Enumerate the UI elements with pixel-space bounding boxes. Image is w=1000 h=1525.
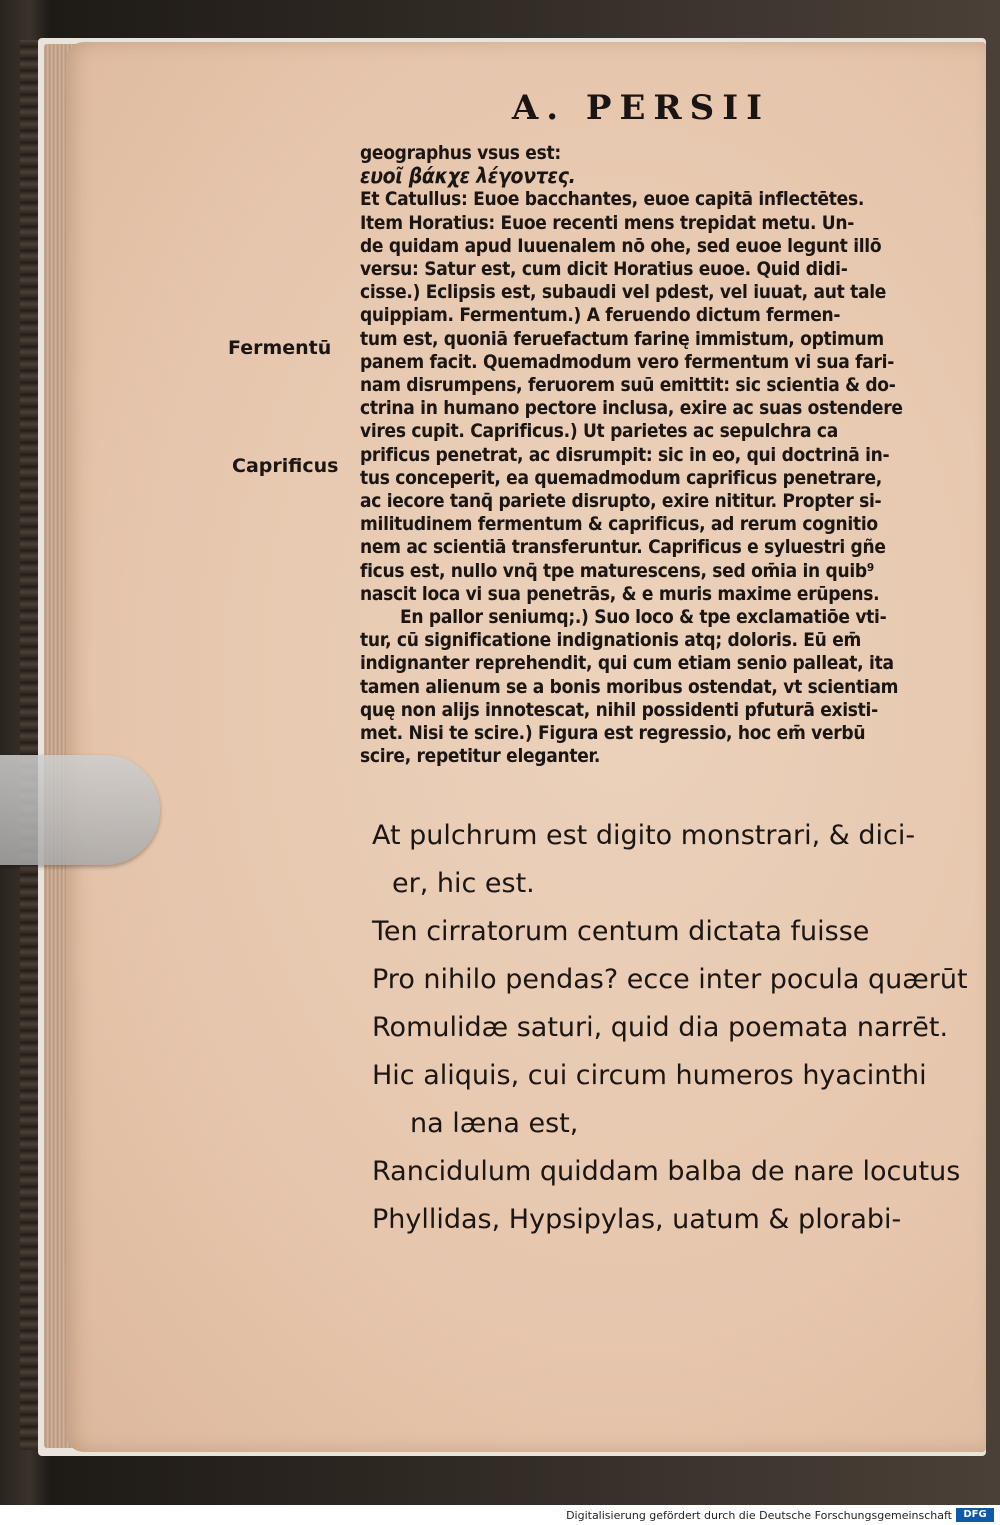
commentary-line: cisse.) Eclipsis est, subaudi vel pdest, vel iuuat, aut tale: [360, 281, 887, 304]
commentary-line: ac iecore tanq̄ pariete disrupto, exire nititur. Propter si-: [360, 490, 882, 513]
commentary-line: ctrina in humano pectore inclusa, exire ac suas ostendere: [360, 397, 903, 420]
page-holder-clip: [0, 755, 160, 865]
commentary-line: tamen alienum se a bonis moribus ostendat, vt scientiam: [360, 675, 899, 698]
commentary-line: tur, cū significatione indignationis atq; doloris. Eū em̄: [360, 629, 862, 652]
commentary-line: militudinem fermentum & caprificus, ad rerum cognitio: [360, 513, 878, 536]
verse-line-continuation: na læna est,: [410, 1108, 579, 1139]
commentary-line: de quidam apud Iuuenalem nō ohe, sed euoe legunt illō: [360, 234, 882, 257]
commentary-line: Item Horatius: Euoe recenti mens trepidat metu. Un-: [360, 211, 855, 234]
commentary-line: vires cupit. Caprificus.) Ut parietes ac sepulchra ca: [360, 420, 838, 443]
footer-bar: [0, 1505, 1000, 1525]
commentary-line: prificus penetrat, ac disrumpit: sic in eo, qui doctrinā in-: [360, 443, 890, 466]
running-title: A. PERSII: [511, 88, 770, 128]
commentary-line: En pallor seniumq;.) Suo loco & tpe exclamatiōe vti-: [400, 606, 887, 629]
commentary-line: nem ac scientiā transferuntur. Caprificus e syluestri gñe: [360, 536, 886, 559]
commentary-line: panem facit. Quemadmodum vero fermentum vi sua fari-: [360, 350, 894, 373]
commentary-line: indignanter reprehendit, qui cum etiam senio palleat, ita: [360, 652, 894, 675]
commentary-line-greek: ευοῖ βάκχε λέγοντες.: [360, 164, 576, 189]
commentary-line: geographus vsus est:: [360, 142, 561, 164]
marginal-note-caprificus: Caprificus: [232, 455, 339, 477]
marginal-note-fermentum: Fermentū: [228, 337, 332, 359]
verse-line: Romulidæ saturi, quid dia poemata narrēt.: [372, 1012, 949, 1043]
commentary-line: nascit loca vi sua penetrās, & e muris maxime erūpens.: [360, 582, 880, 605]
verse-line-continuation: er, hic est.: [392, 868, 535, 899]
commentary-line: nam disrumpens, feruorem suū emittit: sic scientia & do-: [360, 374, 896, 397]
commentary-line: met. Nisi te scire.) Figura est regressio, hoc em̄ verbū: [360, 722, 866, 745]
commentary-line: tus conceperit, ea quemadmodum caprificus penetrare,: [360, 466, 882, 489]
verse-block: [372, 812, 972, 1244]
commentary-line: quę non alijs innotescat, nihil possidenti pfuturā existi-: [360, 698, 878, 721]
commentary-line: scire, repetitur eleganter.: [360, 745, 601, 768]
dfg-logo: DFG: [956, 1508, 994, 1522]
verse-line: Rancidulum quiddam balba de nare locutus: [372, 1156, 961, 1187]
verse-line: Pro nihilo pendas? ecce inter pocula quærūt: [372, 964, 968, 995]
commentary-block: [360, 142, 960, 768]
funding-credit: Digitalisierung gefördert durch die Deutsche Forschungsgemeinschaft: [566, 1509, 952, 1522]
commentary-line: versu: Satur est, cum dicit Horatius euoe. Quid didi-: [360, 258, 848, 281]
commentary-line: tum est, quoniā feruefactum farinę immistum, optimum: [360, 327, 884, 350]
commentary-line: quippiam. Fermentum.) A feruendo dictum fermen-: [360, 304, 841, 327]
verse-line: Hic aliquis, cui circum humeros hyacinthi: [372, 1060, 927, 1091]
verse-line: Ten cirratorum centum dictata fuisse: [372, 916, 870, 947]
verse-line: Phyllidas, Hypsipylas, uatum & plorabi-: [372, 1204, 902, 1235]
commentary-line: ficus est, nullo vnq̄ tpe maturescens, sed om̄ia in quib⁹: [360, 559, 875, 582]
commentary-line: Et Catullus: Euoe bacchantes, euoe capitā inflectētes.: [360, 188, 865, 211]
verse-line: At pulchrum est digito monstrari, & dici-: [372, 820, 916, 851]
